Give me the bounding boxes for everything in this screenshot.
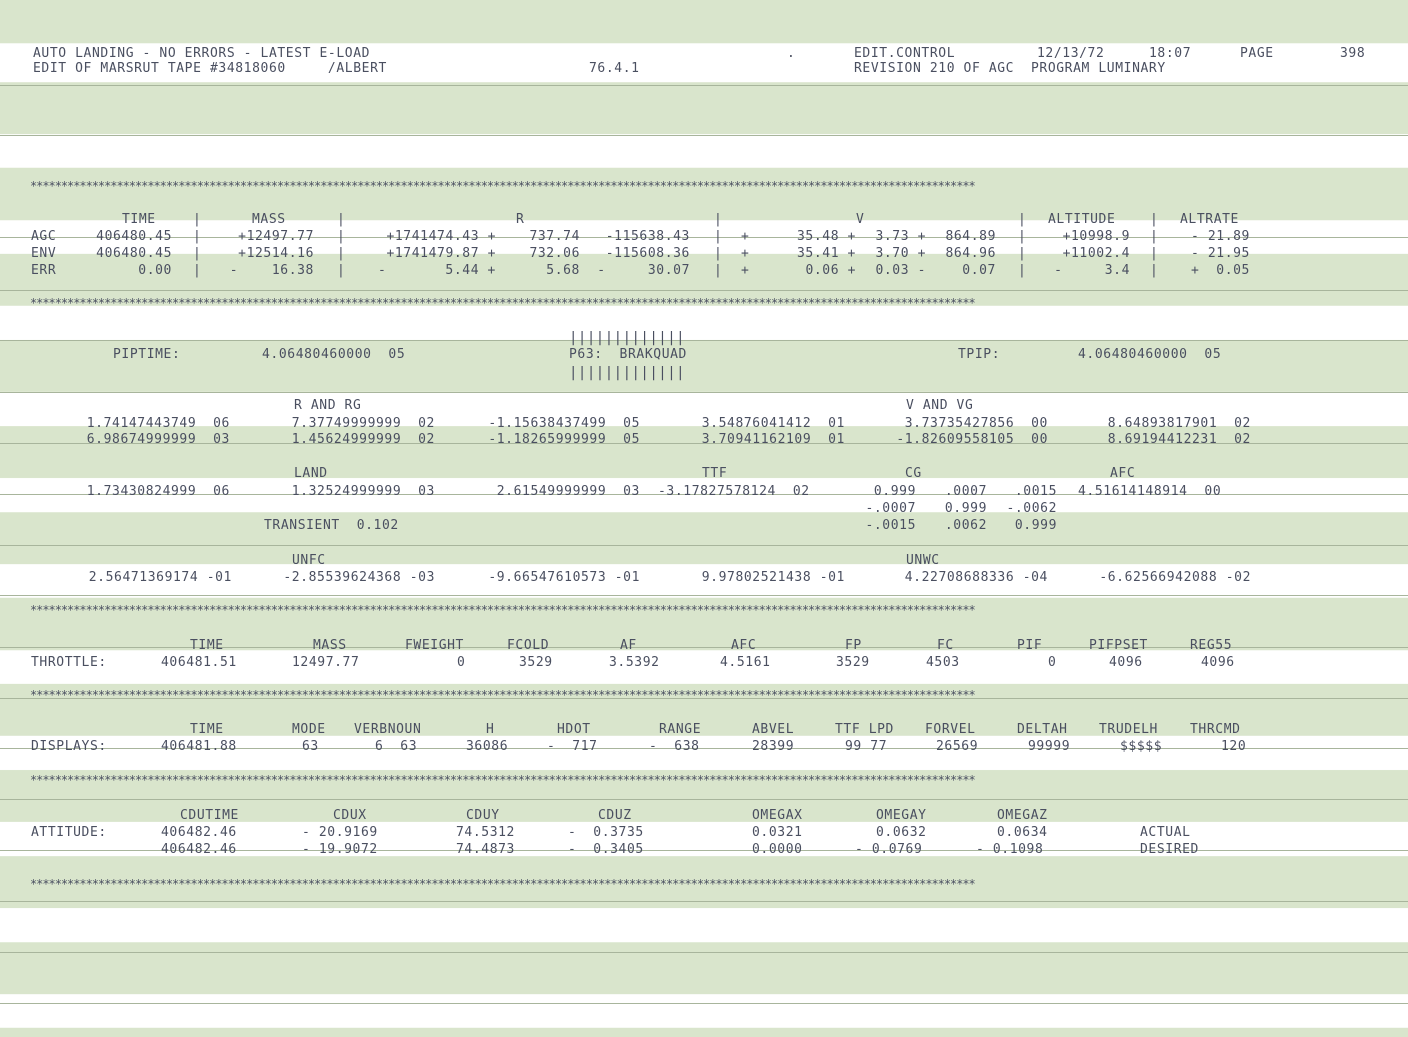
land-label: LAND: [294, 466, 328, 481]
vg-value: 3.70941162109 01: [701, 432, 845, 447]
r-z-value: - 30.07: [597, 263, 690, 278]
unwc-label: UNWC: [906, 553, 940, 568]
mass-value: +12514.16: [238, 246, 314, 261]
v-x-value: 35.41 +: [797, 246, 856, 261]
cg-cell: .0007: [944, 484, 987, 499]
cg-cell: 0.999: [873, 484, 916, 499]
v-y-value: 3.70 +: [875, 246, 926, 261]
rule: [0, 135, 1408, 136]
col-divider: |: [1018, 229, 1027, 244]
cduy-value: 74.4873: [456, 842, 515, 857]
v-x-value: 0.06 +: [805, 263, 856, 278]
row-label: AGC: [31, 229, 57, 244]
col-header: CDUTIME: [180, 808, 239, 823]
col-header: TIME: [190, 722, 224, 737]
land-value: 1.73430824999 06: [86, 484, 230, 499]
throttle-value: 3529: [519, 655, 553, 670]
display-value: 6 63: [375, 739, 418, 754]
col-divider: |: [1018, 263, 1027, 278]
altitude-value: - 3.4: [1054, 263, 1130, 278]
cg-cell: -.0015: [865, 518, 916, 533]
col-header: CDUX: [333, 808, 367, 823]
col-header: OMEGAY: [876, 808, 927, 823]
col-divider: |: [1150, 229, 1159, 244]
r-and-rg-label: R AND RG: [294, 398, 362, 413]
col-header: TTF LPD: [835, 722, 894, 737]
col-header: CDUY: [466, 808, 500, 823]
v-value: 3.73735427856 00: [904, 416, 1048, 431]
display-value: - 638: [649, 739, 700, 754]
r-y-value: 737.74: [529, 229, 580, 244]
report-subtitle: EDIT OF MARSRUT TAPE #34818060 /ALBERT: [33, 61, 387, 76]
v-sign: +: [741, 229, 750, 244]
throttle-value: 0: [1048, 655, 1057, 670]
omegay-value: - 0.0769: [855, 842, 923, 857]
rule: [0, 1003, 1408, 1004]
print-time: 18:07: [1149, 46, 1192, 61]
throttle-value: 4096: [1201, 655, 1235, 670]
row-label: ERR: [31, 263, 57, 278]
altrate-value: - 21.95: [1191, 246, 1250, 261]
col-divider: |: [337, 212, 346, 227]
col-divider: |: [193, 263, 202, 278]
r-value: 7.37749999999 02: [291, 416, 435, 431]
v-value: 8.64893817901 02: [1107, 416, 1251, 431]
marker-bars: |||||||||||||: [569, 365, 686, 381]
omegax-value: 0.0000: [752, 842, 803, 857]
display-value: $$$$$: [1120, 739, 1163, 754]
col-header-mass: MASS: [252, 212, 286, 227]
omegaz-value: 0.0634: [997, 825, 1048, 840]
v-and-vg-label: V AND VG: [906, 398, 974, 413]
display-value: 99 77: [845, 739, 888, 754]
rule: [0, 545, 1408, 546]
star-separator: *********************************************************************************************************************************************************: [30, 877, 975, 891]
display-value: 36086: [466, 739, 509, 754]
throttle-value: 3.5392: [609, 655, 660, 670]
cg-cell: .0015: [1014, 484, 1057, 499]
col-header: OMEGAZ: [997, 808, 1048, 823]
unfc-value: 2.56471369174 -01: [88, 570, 232, 585]
col-divider: |: [1150, 212, 1159, 227]
omegax-value: 0.0321: [752, 825, 803, 840]
afc-value: 4.51614148914 00: [1078, 484, 1222, 499]
v-z-value: 0.07: [962, 263, 996, 278]
col-divider: |: [1018, 246, 1027, 261]
display-value: 406481.88: [161, 739, 237, 754]
col-header: H: [486, 722, 495, 737]
ttf-label: TTF: [702, 466, 728, 481]
col-header: OMEGAX: [752, 808, 803, 823]
display-value: 63: [302, 739, 319, 754]
ttf-value: -3.17827578124 02: [658, 484, 810, 499]
cdutime-value: 406482.46: [161, 825, 237, 840]
unwc-value: 4.22708688336 -04: [904, 570, 1048, 585]
rg-value: -1.18265999999 05: [488, 432, 640, 447]
col-header: FWEIGHT: [405, 638, 464, 653]
page-number: 398: [1340, 46, 1366, 61]
col-divider: |: [337, 263, 346, 278]
r-y-value: 5.68: [546, 263, 580, 278]
unfc-label: UNFC: [292, 553, 326, 568]
mass-value: - 16.38: [229, 263, 314, 278]
col-divider: |: [714, 263, 723, 278]
page-label: PAGE: [1240, 46, 1274, 61]
tpip-label: TPIP:: [958, 347, 1001, 362]
col-header: FP: [845, 638, 862, 653]
rule: [0, 85, 1408, 86]
r-x-value: +1741474.43 +: [386, 229, 496, 244]
version-number: 76.4.1: [589, 61, 640, 76]
display-value: 28399: [752, 739, 795, 754]
col-header: VERBNOUN: [354, 722, 422, 737]
piptime-label: PIPTIME:: [113, 347, 181, 362]
cg-cell: .0062: [944, 518, 987, 533]
col-header: DELTAH: [1017, 722, 1068, 737]
rg-value: 1.45624999999 02: [291, 432, 435, 447]
r-x-value: - 5.44 +: [378, 263, 496, 278]
col-header-v: V: [856, 212, 865, 227]
col-divider: |: [714, 212, 723, 227]
r-z-value: -115638.43: [605, 229, 690, 244]
throttle-value: 406481.51: [161, 655, 237, 670]
stray-dot: .: [787, 46, 796, 61]
r-x-value: +1741479.87 +: [386, 246, 496, 261]
star-separator: *********************************************************************************************************************************************************: [30, 773, 975, 787]
marker-bars: |||||||||||||: [569, 330, 686, 346]
r-y-value: 732.06: [529, 246, 580, 261]
throttle-value: 4503: [926, 655, 960, 670]
v-z-value: 864.89: [945, 229, 996, 244]
col-header: REG55: [1190, 638, 1233, 653]
col-header: ABVEL: [752, 722, 795, 737]
col-header: PIF: [1017, 638, 1043, 653]
col-header: FORVEL: [925, 722, 976, 737]
col-header: RANGE: [659, 722, 702, 737]
cg-cell: -.0062: [1006, 501, 1057, 516]
unwc-value: 9.97802521438 -01: [701, 570, 845, 585]
afc-label: AFC: [1110, 466, 1136, 481]
land-value: 2.61549999999 03: [496, 484, 640, 499]
cg-cell: -.0007: [865, 501, 916, 516]
col-header: MASS: [313, 638, 347, 653]
rule: [0, 595, 1408, 596]
display-value: - 717: [547, 739, 598, 754]
rule: [0, 901, 1408, 902]
time-value: 0.00: [138, 263, 172, 278]
v-y-value: 3.73 +: [875, 229, 926, 244]
vg-value: -1.82609558105 00: [896, 432, 1048, 447]
throttle-value: 4096: [1109, 655, 1143, 670]
rule: [0, 392, 1408, 393]
col-divider: |: [337, 246, 346, 261]
report-title: AUTO LANDING - NO ERRORS - LATEST E-LOAD: [33, 46, 371, 61]
display-value: 99999: [1028, 739, 1071, 754]
cg-cell: 0.999: [1014, 518, 1057, 533]
rule: [0, 290, 1408, 291]
col-divider: |: [337, 229, 346, 244]
cdux-value: - 19.9072: [302, 842, 378, 857]
col-header: CDUZ: [598, 808, 632, 823]
col-header: AF: [620, 638, 637, 653]
col-header: AFC: [731, 638, 757, 653]
star-separator: *********************************************************************************************************************************************************: [30, 688, 975, 702]
piptime-value: 4.06480460000 05: [262, 347, 406, 362]
vg-value: 8.69194412231 02: [1107, 432, 1251, 447]
display-value: 26569: [936, 739, 979, 754]
displays-label: DISPLAYS:: [31, 739, 107, 754]
cg-label: CG: [905, 466, 922, 481]
col-divider: |: [1150, 246, 1159, 261]
v-value: 3.54876041412 01: [701, 416, 845, 431]
v-x-value: 35.48 +: [797, 229, 856, 244]
col-header: THRCMD: [1190, 722, 1241, 737]
col-header: PIFPSET: [1089, 638, 1148, 653]
throttle-value: 0: [457, 655, 466, 670]
r-value: -1.15638437499 05: [488, 416, 640, 431]
r-z-value: -115608.36: [605, 246, 690, 261]
v-sign: +: [741, 263, 750, 278]
row-tag: ACTUAL: [1140, 825, 1191, 840]
time-value: 406480.45: [96, 246, 172, 261]
edit-control-label: EDIT.CONTROL: [854, 46, 956, 61]
omegaz-value: - 0.1098: [976, 842, 1044, 857]
program-label: P63: BRAKQUAD: [569, 347, 687, 362]
rule: [0, 340, 1408, 341]
cduy-value: 74.5312: [456, 825, 515, 840]
time-value: 406480.45: [96, 229, 172, 244]
col-divider: |: [193, 212, 202, 227]
mass-value: +12497.77: [238, 229, 314, 244]
col-divider: |: [1018, 212, 1027, 227]
star-separator: *********************************************************************************************************************************************************: [30, 296, 975, 310]
throttle-value: 4.5161: [720, 655, 771, 670]
col-header: TIME: [190, 638, 224, 653]
col-divider: |: [714, 229, 723, 244]
col-divider: |: [193, 229, 202, 244]
col-header-altrate: ALTRATE: [1180, 212, 1239, 227]
cdux-value: - 20.9169: [302, 825, 378, 840]
rule: [0, 952, 1408, 953]
col-header: FC: [937, 638, 954, 653]
rg-value: 6.98674999999 03: [86, 432, 230, 447]
row-label: ENV: [31, 246, 57, 261]
v-y-value: 0.03 -: [875, 263, 926, 278]
row-tag: DESIRED: [1140, 842, 1199, 857]
omegay-value: 0.0632: [876, 825, 927, 840]
rule: [0, 799, 1408, 800]
altitude-value: +10998.9: [1062, 229, 1130, 244]
altrate-value: - 21.89: [1191, 229, 1250, 244]
cg-cell: 0.999: [944, 501, 987, 516]
altitude-value: +11002.4: [1062, 246, 1130, 261]
col-divider: |: [714, 246, 723, 261]
col-header-time: TIME: [122, 212, 156, 227]
attitude-label: ATTITUDE:: [31, 825, 107, 840]
col-divider: |: [1150, 263, 1159, 278]
col-header-r: R: [516, 212, 525, 227]
star-separator: *********************************************************************************************************************************************************: [30, 603, 975, 617]
col-header: HDOT: [557, 722, 591, 737]
cduz-value: - 0.3735: [568, 825, 644, 840]
display-value: 120: [1221, 739, 1247, 754]
cdutime-value: 406482.46: [161, 842, 237, 857]
v-sign: +: [741, 246, 750, 261]
r-value: 1.74147443749 06: [86, 416, 230, 431]
unwc-value: -6.62566942088 -02: [1099, 570, 1251, 585]
throttle-value: 3529: [836, 655, 870, 670]
throttle-label: THROTTLE:: [31, 655, 107, 670]
altrate-value: + 0.05: [1191, 263, 1250, 278]
col-divider: |: [193, 246, 202, 261]
revision-line: REVISION 210 OF AGC PROGRAM LUMINARY: [854, 61, 1166, 76]
tpip-value: 4.06480460000 05: [1078, 347, 1222, 362]
unfc-value: -2.85539624368 -03: [283, 570, 435, 585]
print-date: 12/13/72: [1037, 46, 1105, 61]
col-header-altitude: ALTITUDE: [1048, 212, 1116, 227]
transient-value: TRANSIENT 0.102: [264, 518, 399, 533]
col-header: MODE: [292, 722, 326, 737]
cduz-value: - 0.3405: [568, 842, 644, 857]
star-separator: *********************************************************************************************************************************************************: [30, 179, 975, 193]
col-header: TRUDELH: [1099, 722, 1158, 737]
unfc-value: -9.66547610573 -01: [488, 570, 640, 585]
col-header: FCOLD: [507, 638, 550, 653]
v-z-value: 864.96: [945, 246, 996, 261]
land-value: 1.32524999999 03: [291, 484, 435, 499]
throttle-value: 12497.77: [292, 655, 360, 670]
